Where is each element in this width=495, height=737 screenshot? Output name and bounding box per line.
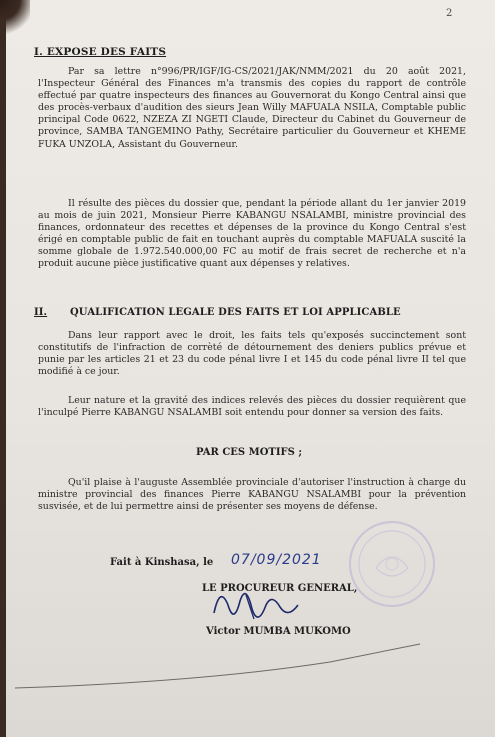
photo-corner-shadow <box>0 0 30 40</box>
paragraph-text: Qu'il plaise à l'auguste Assemblée provinciale d'autoriser l'instruction à charge du ministre provincial des finances Pierre KABANGU NSALAMBI pour la prévention susvisée, et de lui permettre ainsi de présenter ses moyens de défense. <box>38 477 466 513</box>
paragraph-expose-2 <box>38 198 466 271</box>
paragraph-motifs <box>38 477 466 513</box>
section-heading-qualification <box>34 307 401 318</box>
signatory-name: Victor MUMBA MUKOMO <box>206 626 351 637</box>
paragraph-text: Leur nature et la gravité des indices relevés des pièces du dossier requièrent que l'inculpé Pierre KABANGU NSALAMBI soit entendu pour donner sa version des faits. <box>38 395 466 419</box>
section-title: QUALIFICATION LEGALE DES FAITS ET LOI APPLICABLE <box>70 307 401 318</box>
handwritten-date: 07/09/2021 <box>231 552 322 568</box>
paragraph-expose-1 <box>38 66 466 151</box>
paragraph-qualification-1 <box>38 330 466 378</box>
page-number: 2 <box>446 8 453 19</box>
section-number: II. <box>34 307 48 318</box>
motifs-heading: PAR CES MOTIFS ; <box>196 447 303 458</box>
document-page <box>6 0 495 737</box>
official-seal-stamp <box>346 518 438 610</box>
paragraph-text: Par sa lettre n°996/PR/IGF/IG-CS/2021/JAK/NMM/2021 du 20 août 2021, l'Inspecteur Général des Finances m'a transmis des copies du rapport de contrôle effectué par quatre inspecteurs des finances au Gouvernorat du Kongo Central ainsi que des procès-verbaux d'audition des sieurs Jean Willy MAFUALA NSILA, Comptable public principal Code 0622, NZEZA ZI NGETI Claude, Directeur du Cabinet du Gouverneur de province, SAMBA TANGEMINO Pathy, Secrétaire particulier du Gouverneur et KHEME FUKA UNZOLA, Assistant du Gouverneur. <box>38 66 466 150</box>
decorative-bottom-curve <box>0 640 495 700</box>
paragraph-text: Il résulte des pièces du dossier que, pendant la période allant du 1er janvier 2019 au mois de juin 2021, Monsieur Pierre KABANGU NSALAMBI, ministre provincial des finances, ordonnateur des recettes et dépenses de la province du Kongo Central s'est érigé en comptable public de fait en touchant auprès du comptable MAFUALA suscité la somme globale de 1.972.540.000,00 FC au motif de frais secret de recherche et n'a produit aucune pièce justificative quant aux dépenses y relatives. <box>38 198 466 270</box>
section-heading-expose: I. EXPOSE DES FAITS <box>34 46 167 58</box>
signatory-title: LE PROCUREUR GENERAL, <box>202 583 358 594</box>
paragraph-text: Dans leur rapport avec le droit, les faits tels qu'exposés succinctement sont constitutifs de l'infraction de corrèté de détournement des deniers publics prévue et punie par les articles 21 et 23 du code pénal livre I et 145 du code pénal livre II tel que modifié à ce jour. <box>38 330 466 378</box>
date-place-label: Fait à Kinshasa, le <box>110 557 214 568</box>
paragraph-qualification-2 <box>38 395 466 419</box>
